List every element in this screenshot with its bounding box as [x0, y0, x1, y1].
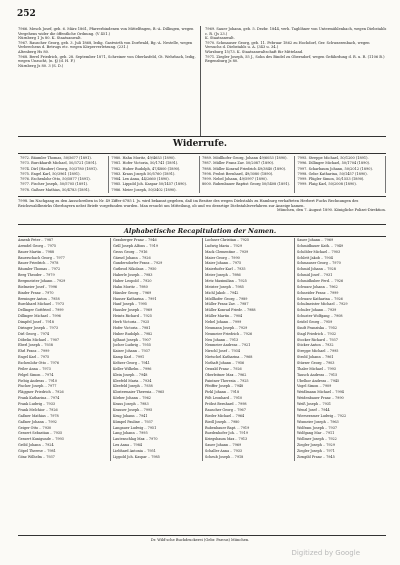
table-cell: 7987. Müller Franz Zav. 50/2087 (1890). [199, 161, 294, 166]
index-entry: Grasberger Franz .. 7946 [113, 238, 157, 242]
index-entry: Paintner Theresia .. 7925 [205, 378, 249, 383]
index-entry: Kümpel Pauline .. 7937 [113, 419, 153, 424]
index-entry: Arendel Georg .. 7975 [18, 243, 57, 248]
table-cell [199, 188, 294, 193]
index-entry: Frank Ludwig .. 7933 [18, 402, 56, 407]
index-entry: Bielmeier Josef .. 7996 [18, 284, 58, 289]
index-entry: Meier Joseph .. 7986 [205, 273, 241, 278]
index-entry: Müller Martin .. 7904 [205, 314, 243, 319]
index-entry: Schlett Jakob .. 7904 [297, 255, 333, 260]
note-text: 7998. Im Nachgang zu den Ausschreiben in Nr. 49 Ziffer 6785 I. Js. wird bekannt gegeben, daß im Besitze des wegen Diebstahls zu Hamburg verhafteten Herbert Fuchs Rechnungen des Reichswaldbezirks Oberbayern nebst Briefe vorgefunden wurden. Man ersucht um Mitteilung, ob und wo derartige Diebstahlsverfahren zur Anzeige kamen. [18, 199, 359, 208]
index-entry: Neumann Joseph .. 7929 [205, 325, 248, 330]
index-entry: Kleefeld Maria .. 7934 [113, 378, 152, 383]
index-entry: Schöbler Michael .. 7903 [297, 249, 341, 254]
index-entry: Burckhard Michael .. 7973 [18, 302, 65, 307]
index-entry: Lang Johann .. 7995 [113, 431, 148, 436]
index-entry: Müller Franz Zav. .. 7987 [205, 302, 249, 307]
index-entry: Hofer Victoria .. 7981 [113, 325, 151, 330]
index-entry: Rubenbauer Bapt. .. 7919 [205, 425, 250, 430]
index-entry: Tausch Andreas .. 7915 [297, 372, 338, 377]
note-block [18, 199, 386, 213]
index-entry: Fischer Joseph .. 7977 [18, 384, 57, 389]
table-cell: 7996. Dillinger Michael, 50/1704 (1890). [295, 161, 386, 166]
index-entry: Ehrl Franz .. 7999 [18, 349, 50, 354]
entry-line: Regensburg Js 80. [205, 59, 239, 64]
entry-line: 7968. Berel Friedrich, geb. 28. September 1871, Schreiner von Oberlasfeld, Gt. Wehrbach, ledig, wegen Unzucht, (n. §) (d. H. F.) [18, 54, 196, 64]
index-entry: Gönz Wilhelm .. 7937 [18, 454, 55, 459]
index-entry: Oberleitner Max .. 7962 [205, 372, 247, 377]
index-entry: Maier Georg .. 7990 [205, 255, 240, 260]
index-entry: Zirngibl Franz .. 7945 [297, 454, 335, 459]
index-entry: Seidel Georg .. 7959 [297, 320, 333, 325]
index-entry: Bauerschach Georg .. 7977 [18, 255, 65, 260]
index-entry: Ruedenhofer Joh. .. 7919 [205, 431, 248, 436]
index-entry: Nirschl Josef .. 7934 [205, 349, 240, 354]
index-entry: Vogel Simon .. 7909 [297, 384, 332, 389]
table-cell: 7989. Mödlhofer Georg, Johann 49/6053 (1890). [199, 156, 294, 161]
entry-line: Nürnberg 1 Js 80. K. Staatsanwalt. [18, 36, 82, 41]
index-entry: Bauer Friedrich .. 7978 [18, 261, 59, 266]
index-entry: Berg Theoder .. 7979 [18, 273, 55, 278]
table-cell: 7995. Streppe Michael, 50/1200 (1891). [295, 156, 386, 161]
index-entry: Dirl Georg .. 7974 [18, 331, 50, 336]
rule [18, 535, 386, 536]
name-index [18, 238, 386, 544]
column-divider [200, 26, 201, 136]
index-entry: Ludwig Maria .. 7929 [205, 243, 243, 248]
index-entry: Eberl Joseph .. 7938 [18, 343, 53, 348]
index-entry: Hausler Joseph .. 7969 [113, 308, 153, 313]
table-cell: 7973. Burckhardt Michael, 50/3721 (1891). [18, 161, 109, 166]
top-right-entries [205, 27, 387, 64]
index-entry: Langauer Ludwig .. 7951 [113, 425, 157, 430]
index-entry: Schaller Anna .. 7933 [205, 448, 243, 453]
index-entry: Breninger Anton .. 7958 [18, 296, 60, 301]
index-column [18, 238, 106, 461]
index-entry: Sauer Johann .. 7969 [205, 443, 242, 448]
table-row [18, 188, 386, 193]
table-cell: 7988. Müller Konrad Friedrich 49/3840 (1890). [199, 167, 294, 172]
index-entry: Keltzer Georg .. 7941 [113, 361, 150, 366]
index-entry: Nothaft Johann .. 7956 [205, 361, 245, 366]
index-entry: Kaiser Johann .. 7937 [113, 349, 150, 354]
table-cell: 7983. Kraus Joseph 50/5760 (1891). [109, 172, 200, 177]
rule [18, 224, 386, 225]
printer-footer: Dr. Wild'sche Buchdruckerei (Gebr. Parcus) München. [150, 538, 250, 542]
entry-line: K. Staatsanwalt. [205, 36, 235, 41]
index-entry: Weidenbauer Franz .. 7990 [297, 396, 344, 401]
table-cell: 7980. Hahn Moritz, 49/4653 (1890). [109, 156, 200, 161]
index-entry: Schmidbauer Kath. .. 7949 [297, 243, 344, 248]
top-left-entries [18, 27, 196, 68]
note-sign: München, den 7. August 1890. Königliche Polizei-Direktion. [276, 208, 386, 213]
entry-line: 7966. Mesch Josef, geb. 6. März 1861, Pfarrerbindenen von Mittelfingen, B.-A. Dillingen, wegen Vergehens wider die öffentliche Ordnung. (V 451.) [18, 27, 194, 36]
index-entry: Göpel Therese .. 7981 [18, 448, 56, 453]
table-cell: 7999. Flügler Simon, 50/1553 (1890). [295, 177, 386, 182]
index-entry: Ubelhor Andreas .. 7945 [297, 378, 340, 383]
index-entry: Schmidhuber Ferd. .. 7926 [297, 279, 344, 284]
index-entry: Sindt Franziska .. 7952 [297, 325, 338, 330]
table-row [18, 182, 386, 187]
index-entry: Amenb Peter .. 7987 [18, 238, 54, 242]
widerrufe-table [18, 156, 386, 193]
index-entry: Krauser Joseph .. 7995 [113, 407, 153, 412]
index-entry: Hahn Moritz .. 7980 [113, 284, 148, 289]
index-entry: Pröbst Bernhard .. 7998 [205, 402, 247, 407]
index-entry: Schwarz Johann .. 7962 [297, 284, 338, 289]
index-entry: Kleefeld Joseph .. 7938 [113, 384, 153, 389]
index-entry: Nebel Johann .. 7999 [205, 320, 242, 325]
index-entry: Bäumler Thomas .. 7972 [18, 267, 61, 272]
index-entry: Lautenschlag Max .. 7970 [113, 437, 158, 442]
index-entry: Gröbl Johann .. 7924 [18, 443, 54, 448]
table-cell: 7999. Nebel Johann, 49/5997 (1890). [199, 177, 294, 182]
index-column [110, 238, 201, 461]
index-entry: Neu Johann .. 7913 [205, 337, 239, 342]
entry-line: 7971. Ziegler Joseph, 55 J., Sohn des Bindel zu Oberndorf, wegen Gefährdung d. R. u. R. (1106 B.) [205, 54, 385, 59]
index-entry: Jocher Ludwig .. 7955 [113, 343, 151, 348]
index-entry: Binder Franz .. 7970 [18, 290, 54, 295]
index-entry: Huber Rudolph .. 7982 [113, 331, 153, 336]
index-entry: Hauser Katharina .. 7991 [113, 296, 157, 301]
rule [18, 153, 386, 154]
index-entry: Scheub Joseph .. 7918 [205, 454, 244, 459]
index-entry: Wollmer Joseph .. 7922 [297, 437, 337, 442]
index-entry: Wolfgang Mar .. 7911 [297, 431, 335, 436]
index-entry: Weidlmann Michael .. 7994 [297, 390, 344, 395]
index-entry: Geiger Otto .. 7930 [18, 425, 52, 430]
entry-line: Altenberg Hs 80. [18, 49, 50, 54]
widerrufe-heading: Widerrufe. [172, 139, 228, 149]
index-entry: Schmauser Georg .. 7970 [297, 261, 341, 266]
index-column [202, 238, 293, 461]
index-entry: Haberle Joseph .. 7983 [113, 273, 153, 278]
index-entry: Neumeier Friedrich .. 7926 [205, 331, 253, 336]
index-entry: Strobl Johann .. 7961 [297, 355, 334, 360]
index-entry: Diringer Joseph .. 7973 [18, 325, 59, 330]
table-cell: 7985. Lippold Joh. Kaspar 50/1457 (1890). [109, 182, 200, 187]
table-cell [295, 188, 386, 193]
index-entry: Nietschel Katharina .. 7968 [205, 355, 253, 360]
entry-line: Würzburg 15/73. K. Staatsanwaltschaft für Mitteland. [205, 49, 304, 54]
index-entry: Oswald Franz .. 7926 [205, 366, 242, 371]
index-entry: Felgel Simon .. 7974 [18, 372, 54, 377]
index-entry: Gross Georg .. 7916 [113, 249, 148, 254]
table-cell: 7977. Fischer Joseph, 50/5705 (1891). [18, 182, 109, 187]
table-cell: 8000. Rubenbauer Baptist Georg 50/5408 (1891). [199, 182, 294, 187]
table-cell: 7997. Scharbaum Johann, 50/2012 (1890). [295, 167, 386, 172]
index-entry: Schuster Wolfgang .. 7908 [297, 314, 343, 319]
index-entry: Meister Joseph .. 7985 [205, 284, 244, 289]
index-entry: Wierseramer Ludwig .. 7922 [297, 413, 347, 418]
index-entry: Wolfram Joseph .. 7937 [297, 425, 338, 430]
index-entry: Hänsler Georg .. 7969 [113, 290, 152, 295]
index-entry: Frank Melchior .. 7926 [18, 407, 58, 412]
index-entry: Gärnel Johann .. 7926 [113, 255, 151, 260]
index-entry: Keller Wilhelm .. 7996 [113, 366, 152, 371]
index-entry: Lippold Joh. Kaspar .. 7985 [113, 454, 160, 459]
index-entry: Engel Karl .. 7975 [18, 355, 50, 360]
index-entry: Maierhofer Karl .. 7935 [205, 267, 246, 272]
register-heading: Alphabetische Recapitulation der Namen. [123, 227, 277, 235]
table-cell: 7975. Engel Karl, 50/3961 (1891). [18, 172, 109, 177]
index-entry: Maier Johann .. 7975 [205, 261, 242, 266]
index-entry: Krug Johann .. 7941 [113, 413, 148, 418]
index-entry: Mack Clementine .. 7939 [205, 249, 249, 254]
entry-line: 7967. Rauscher Georg, geb. 3. Juli 1868, ledig. Gastwirth von Dorfwald, Bg.-A. Nestelle, wegen Verbrechens d. Betrugs etc. wegen Körperverletzung. (231.) [18, 40, 193, 50]
index-entry: Rauscher Georg .. 7967 [205, 407, 246, 412]
index-entry: Wenzl Josef .. 7944 [297, 407, 330, 412]
table-cell: 7972. Bäumler Thomas, 50/5677 (1891). [18, 156, 109, 161]
index-entry: Streppe Michael .. 7995 [297, 349, 339, 354]
table-cell: 7999. Flaig Karl, 50/2008 (1890). [295, 182, 386, 187]
index-entry: Klein Joseph .. 7948 [113, 372, 148, 377]
index-entry: Fläggner Friedrich .. 7926 [18, 390, 64, 395]
table-cell: 7984. Lex Anna, 44/2660 (1890). [109, 177, 200, 182]
index-entry: Bergmeister Johann .. 7929 [18, 279, 66, 284]
index-entry: Schneider Franz .. 7999 [297, 290, 339, 295]
index-entry: Ziegler Joseph .. 7971 [297, 448, 335, 453]
index-entry: Pirkl Johann .. 7918 [205, 390, 240, 395]
table-cell: 7974. Dirl (Hauber) Georg, 50/3780 (1891). [18, 167, 109, 172]
rule [18, 196, 386, 197]
index-entry: Dillinger Michael .. 7996 [18, 314, 61, 319]
index-entry: Stürzer Georg .. 7903 [297, 361, 335, 366]
index-entry: Eschenlohr Otto .. 7976 [18, 361, 59, 366]
table-cell: 7998. Gelse Katharina, 50/1457 (1890). [295, 172, 386, 177]
index-entry: Feiler Anna .. 7973 [18, 366, 51, 371]
index-entry: Gaßner Mathias .. 7978 [18, 413, 59, 418]
index-entry: Rieder Michael .. 7964 [205, 413, 245, 418]
index-entry: Frank Katharina .. 7974 [18, 396, 60, 401]
index-entry: Pölt Leonhard .. 7910 [205, 396, 243, 401]
table-row [18, 161, 386, 166]
entry-line: Nürnberg Js 80. 3 (S. D.) [18, 63, 64, 68]
index-entry: Kamp Karl .. 7991 [113, 355, 145, 360]
index-entry: Schmid Josef .. 7931 [297, 273, 333, 278]
index-entry: Heintz Richard .. 7925 [113, 314, 152, 319]
index-entry: Wismeier Joseph .. 7963 [297, 419, 339, 424]
digitized-watermark: Digitized by Google [291, 549, 360, 557]
index-entry: Thaler Michael .. 7993 [297, 366, 336, 371]
index-entry: Mödlhofer Georg .. 7989 [205, 296, 248, 301]
index-entry: Körber Johann .. 7962 [113, 396, 151, 401]
index-entry: Sticker Anton .. 7932 [297, 343, 334, 348]
index-entry: Herb Victoria .. 7925 [113, 320, 150, 325]
rule [18, 236, 386, 237]
index-entry: Gessert Kunigunde .. 7993 [18, 437, 64, 442]
index-entry: Klostermaier Theresia .. 7965 [113, 390, 165, 395]
index-entry: Kriegsbaum Max .. 7913 [205, 437, 248, 442]
index-entry: Kraus Joseph .. 7983 [113, 402, 149, 407]
page-number: 252 [17, 9, 36, 19]
index-entry: Döbelin Michael .. 7907 [18, 337, 60, 342]
index-entry: Schwarz Katharina .. 7926 [297, 296, 343, 301]
index-column [294, 238, 385, 461]
index-entry: Gundersdorfer Franz .. 7929 [113, 261, 163, 266]
index-entry: Stagl Friedrich .. 7932 [297, 331, 337, 336]
index-entry: Michl Jakob .. 7942 [205, 290, 239, 295]
index-entry: Nenmeier Andreas .. 7921 [205, 343, 251, 348]
table-cell: 7978. Gaßner Mathias, 50/4783 (1891). [18, 188, 109, 193]
index-entry: Lochner Christian .. 7925 [205, 238, 250, 242]
index-entry: Haber Leopold .. 7920 [113, 279, 152, 284]
table-cell: 7986. Meier Joseph, 50/3402 (1890). [109, 188, 200, 193]
table-cell: 7981. Hofer Victoria, 50/1741 (1891). [109, 161, 200, 166]
index-entry: Hanf Joseph .. 7995 [113, 302, 147, 307]
index-entry: Gaßner Johann .. 7992 [18, 419, 57, 424]
index-entry: Stocker Richard .. 7937 [297, 337, 338, 342]
index-entry: Schulmeister Michael .. 7929 [297, 302, 348, 307]
index-entry: Gutbrod Nikolaus .. 7950 [113, 267, 157, 272]
table-cell: 7982. Huber Rudolph, 47/4800 (1890). [109, 167, 200, 172]
table-cell: 7998. Probst Bernhard, 49/3080 (1890). [199, 172, 294, 177]
entry-line: 7970. Schmauser Georg, geb. 11. Februar 1862 zu Hochdorf, Ger. Schwarzenbach, wegen Versuchs d. Diebstahls u. A. (343 u. 34.) [205, 40, 370, 50]
index-entry: Iglhaut Joseph .. 7907 [113, 337, 151, 342]
index-entry: Fiebig Andreas .. 7910 [18, 378, 58, 383]
index-entry: Metz Maximilian .. 7925 [205, 279, 247, 284]
index-entry: Dimpfel Josef .. 7918 [18, 320, 54, 325]
table-cell: 7976. Eschenlohr Otto, 50/5877 (1891). [18, 177, 109, 182]
index-entry: Liebhard Antonia .. 7951 [113, 448, 156, 453]
index-entry: Pfeiffer Joseph .. 7948 [205, 384, 244, 389]
index-entry: Grill Joseph Alfons .. 7919 [113, 243, 158, 248]
index-entry: Bauer Martin .. 7988 [18, 249, 55, 254]
index-entry: Weiß Joseph .. 7931 [297, 402, 332, 407]
index-entry: Schmid Johann .. 7928 [297, 267, 336, 272]
entry-line: 7969. Sauer Johann, geb. 5. Dezbr. 1844, verh. Taglöhner von Untermühlenbach, wegen Diebstahls c. R. (Js 23.) [205, 27, 387, 36]
index-entry: Sauer Johann .. 7969 [297, 238, 334, 242]
index-entry: Gessert Sebastian .. 7935 [18, 431, 63, 436]
index-entry: Ziegler Joseph .. 7929 [297, 443, 335, 448]
rule [18, 136, 386, 137]
index-entry: Riedl Joseph .. 7980 [205, 419, 240, 424]
index-entry: Schuler Johann .. 7939 [297, 308, 337, 313]
index-entry: Müller Konrad Friedr. .. 7988 [205, 308, 256, 313]
index-entry: Lex Anna .. 7984 [113, 443, 143, 448]
index-entry: Dellinger Gottfried .. 7999 [18, 308, 64, 313]
